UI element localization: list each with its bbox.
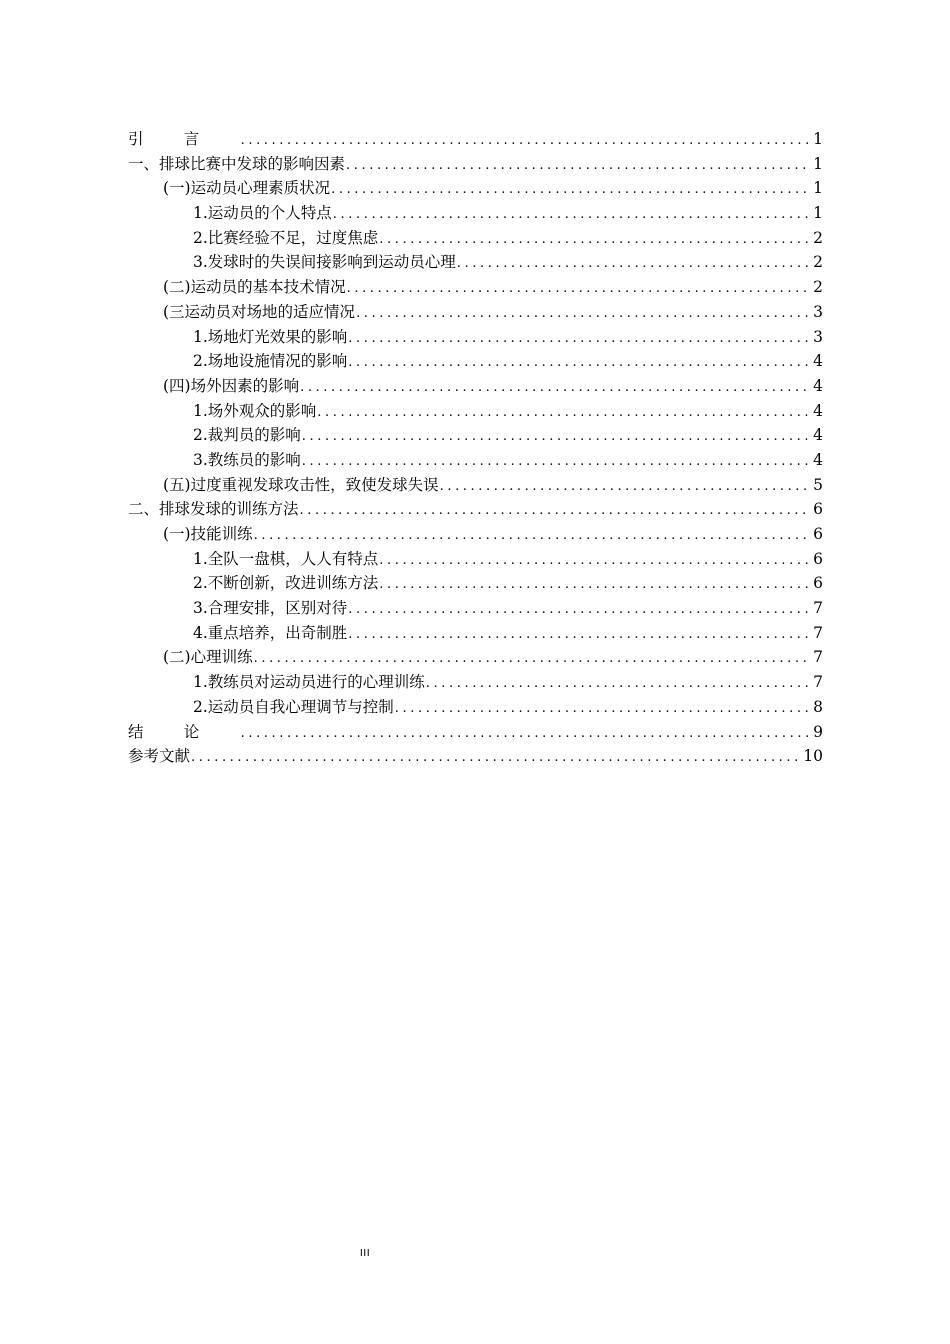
toc-entry-title: 2.比赛经验不足，过度焦虑: [193, 228, 379, 247]
toc-entry-title: 1.全队一盘棋，人人有特点: [193, 549, 379, 568]
toc-leader-dots: [254, 524, 812, 547]
toc-leader-dots: [348, 327, 811, 350]
toc-entry[interactable]: [128, 349, 823, 374]
toc-entry-title: (一)技能训练: [163, 525, 253, 543]
toc-leader-dots: [347, 277, 812, 300]
toc-leader-dots: [348, 351, 811, 374]
toc-leader-dots: [191, 746, 801, 769]
toc-entry-title: (四)场外因素的影响: [163, 376, 300, 395]
toc-entry[interactable]: [128, 645, 823, 670]
toc-entry-page: 2: [813, 228, 823, 247]
toc-entry-page: 6: [813, 525, 823, 543]
toc-entry[interactable]: [128, 596, 823, 621]
toc-entry-title: 1.场地灯光效果的影响: [193, 327, 348, 346]
toc-entry[interactable]: [128, 250, 823, 275]
toc-entry-page: 4: [813, 352, 823, 371]
toc-entry[interactable]: [128, 621, 823, 646]
toc-leader-dots: [317, 401, 811, 424]
toc-entry-title: 3.合理安排，区别对待: [193, 599, 348, 618]
toc-entry[interactable]: [128, 547, 823, 572]
toc-entry-title: (二)运动员的基本技术情况: [163, 278, 346, 297]
toc-entry[interactable]: [128, 473, 823, 498]
toc-entry-page: 7: [813, 599, 823, 618]
toc-entry-title: 4.重点培养，出奇制胜: [193, 623, 348, 642]
toc-leader-dots: [300, 499, 812, 522]
toc-entry-page: 4: [813, 401, 823, 420]
toc-leader-dots: [426, 672, 811, 695]
toc-entry-title: 1.运动员的个人特点: [193, 204, 332, 223]
toc-entry-page: 5: [813, 475, 823, 494]
toc-entry[interactable]: [128, 670, 823, 695]
toc-leader-dots: [302, 450, 811, 473]
toc-entry-title: 参考文献: [128, 747, 191, 766]
toc-leader-dots: [331, 178, 811, 201]
toc-entry-title: (一)运动员心理素质状况: [163, 179, 331, 198]
toc-leader-dots: [241, 129, 812, 152]
toc-entry-title: (五)过度重视发球攻击性，致使发球失误: [163, 475, 439, 494]
toc-entry[interactable]: [128, 744, 823, 769]
toc-leader-dots: [348, 623, 811, 646]
toc-entry-page: 3: [813, 327, 823, 346]
toc-leader-dots: [395, 697, 811, 720]
toc-entry[interactable]: [128, 325, 823, 350]
toc-entry-page: 3: [813, 302, 823, 321]
toc-entry-title: 2.运动员自我心理调节与控制: [193, 697, 394, 716]
toc-entry[interactable]: [128, 497, 823, 522]
toc-leader-dots: [241, 722, 812, 745]
toc-entry[interactable]: [128, 226, 823, 251]
toc-entry-title: 一、排球比赛中发球的影响因素: [128, 154, 346, 173]
toc-entry-page: 1: [813, 204, 823, 223]
toc-entry-page: 6: [813, 549, 823, 568]
toc-entry[interactable]: [128, 695, 823, 720]
toc-leader-dots: [379, 549, 811, 572]
toc-entry[interactable]: [128, 522, 823, 547]
page-number: III: [359, 1248, 371, 1259]
toc-leader-dots: [333, 203, 811, 226]
toc-entry-title: 2.裁判员的影响: [193, 426, 301, 445]
toc-leader-dots: [300, 376, 811, 399]
toc-leader-dots: [379, 228, 811, 251]
toc-entry-title: 结论: [128, 722, 240, 741]
toc-entry-page: 4: [813, 426, 823, 445]
toc-entry-title: 二、排球发球的训练方法: [128, 500, 299, 519]
toc-entry-title: (三运动员对场地的适应情况: [163, 302, 356, 321]
toc-leader-dots: [440, 475, 812, 498]
toc-entry-title: 2.场地设施情况的影响: [193, 352, 348, 371]
toc-entry-page: 1: [813, 154, 823, 173]
toc-entry-page: 7: [813, 648, 823, 667]
toc-leader-dots: [356, 302, 811, 325]
toc-entry[interactable]: [128, 720, 823, 745]
toc-entry-page: 7: [813, 673, 823, 692]
toc-entry-page: 6: [813, 574, 823, 593]
toc-entry-page: 6: [813, 500, 823, 519]
toc-entry[interactable]: [128, 127, 823, 152]
toc-entry-title: 2.不断创新，改进训练方法: [193, 574, 379, 593]
toc-entry[interactable]: [128, 176, 823, 201]
toc-entry-title: 3.发球时的失误间接影响到运动员心理: [193, 253, 456, 272]
toc-entry-page: 1: [813, 130, 823, 148]
toc-entry-page: 7: [813, 623, 823, 642]
toc-entry[interactable]: [128, 201, 823, 226]
toc-entry-page: 10: [803, 747, 823, 766]
toc-entry-title: 引言: [128, 130, 240, 148]
toc-entry-page: 9: [813, 722, 823, 741]
toc-entry-page: 2: [813, 278, 823, 297]
toc-entry-page: 1: [813, 179, 823, 198]
table-of-contents: [128, 127, 823, 769]
toc-entry[interactable]: [128, 571, 823, 596]
toc-leader-dots: [457, 252, 811, 275]
toc-entry[interactable]: [128, 152, 823, 177]
toc-entry-title: 3.教练员的影响: [193, 450, 301, 469]
toc-entry[interactable]: [128, 399, 823, 424]
toc-entry-page: 8: [813, 697, 823, 716]
toc-leader-dots: [254, 647, 812, 670]
toc-entry-page: 2: [813, 253, 823, 272]
toc-entry[interactable]: [128, 423, 823, 448]
toc-entry-title: 1.场外观众的影响: [193, 401, 317, 420]
toc-entry-title: 1.教练员对运动员进行的心理训练: [193, 673, 425, 692]
toc-entry-page: 4: [813, 450, 823, 469]
toc-entry[interactable]: [128, 374, 823, 399]
toc-entry-page: 4: [813, 376, 823, 395]
toc-entry[interactable]: [128, 275, 823, 300]
toc-leader-dots: [348, 598, 811, 621]
toc-entry[interactable]: [128, 300, 823, 325]
toc-entry-title: (二)心理训练: [163, 648, 253, 667]
toc-leader-dots: [379, 573, 811, 596]
toc-leader-dots: [346, 154, 811, 177]
toc-entry[interactable]: [128, 448, 823, 473]
toc-leader-dots: [302, 425, 811, 448]
